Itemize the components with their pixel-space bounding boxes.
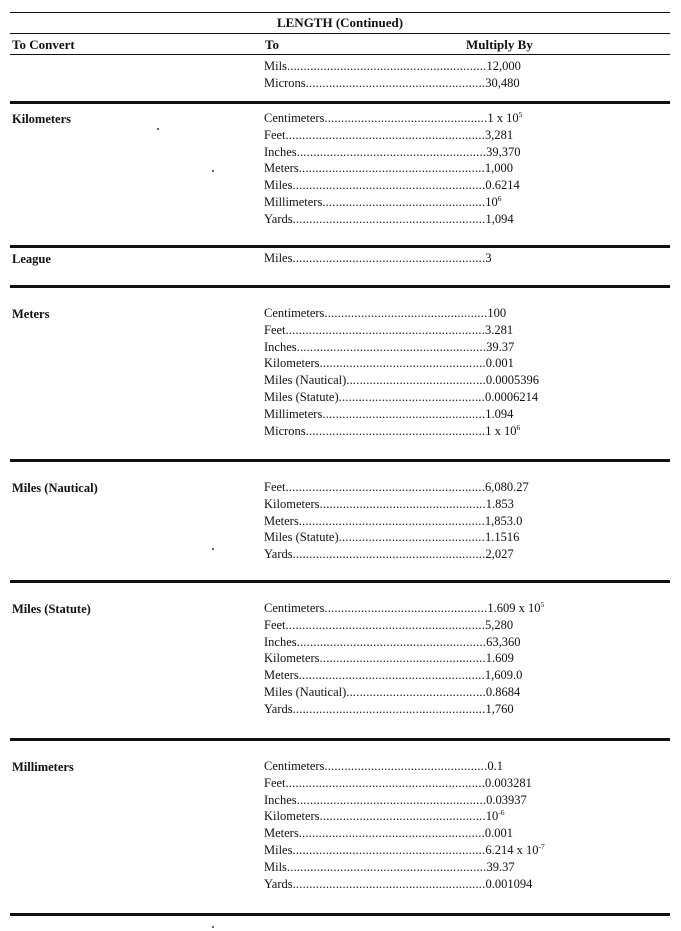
section-label: Millimeters xyxy=(12,760,74,774)
factor-value: 10 xyxy=(485,194,498,209)
conversion-row xyxy=(264,479,529,496)
row-list xyxy=(264,600,544,718)
conversion-row xyxy=(264,322,539,339)
factor-value: 0.001 xyxy=(485,356,514,371)
factor-value: 30,480 xyxy=(485,75,520,90)
factor-value: 1,853.0 xyxy=(484,513,523,528)
scan-speck xyxy=(212,548,214,550)
unit-label: Centimeters xyxy=(264,759,325,773)
conversion-row xyxy=(264,127,522,144)
dot-leader: ............................................................ xyxy=(285,480,486,494)
unit-label: Mils xyxy=(264,859,287,874)
dot-leader: .......................................................... xyxy=(292,876,486,891)
unit-label: Kilometers xyxy=(264,496,320,511)
conversion-row xyxy=(264,423,539,440)
dot-leader: ................................................. xyxy=(324,601,488,615)
unit-label: Miles (Statute) xyxy=(264,530,339,545)
dot-leader: ............................................................ xyxy=(285,127,486,142)
conversion-row xyxy=(264,110,522,127)
dot-leader: ............................................................ xyxy=(285,322,486,337)
row-list xyxy=(264,110,522,228)
dot-leader: ........................................................ xyxy=(298,668,485,683)
dot-leader: ................................................. xyxy=(324,306,488,320)
dot-leader: ........................................................ xyxy=(298,161,485,176)
dot-leader: ......................................................... xyxy=(296,339,487,354)
factor-value: 0.001 xyxy=(484,826,514,841)
conversion-row xyxy=(264,372,539,389)
unit-label: Inches xyxy=(264,792,297,807)
factor-value: 39.37 xyxy=(486,339,515,354)
unit-label: Feet xyxy=(264,127,286,142)
dot-leader: ......................................................... xyxy=(296,792,487,807)
unit-label: Centimeters xyxy=(264,601,325,615)
dot-leader: ...................................................... xyxy=(305,423,486,438)
factor-value: 2,027 xyxy=(485,547,514,562)
dot-leader: .......................................................... xyxy=(292,178,486,193)
section-divider xyxy=(10,913,670,916)
conversion-row xyxy=(264,339,539,356)
factor-value: 0.1 xyxy=(487,759,503,773)
exponent: -6 xyxy=(498,808,505,818)
conversion-row xyxy=(264,144,522,161)
unit-label: Meters xyxy=(264,161,299,176)
unit-label: Millimeters xyxy=(264,406,323,421)
dot-leader: .................................................. xyxy=(319,651,486,666)
conversion-row xyxy=(264,58,521,75)
conversion-row xyxy=(264,876,545,893)
conversion-row xyxy=(264,775,545,792)
conversion-row xyxy=(264,160,522,177)
conversion-row xyxy=(264,600,544,617)
section-divider xyxy=(10,285,670,288)
conversion-row xyxy=(264,194,522,211)
conversion-row xyxy=(264,389,539,406)
unit-label: Centimeters xyxy=(264,306,325,320)
dot-leader: ........................................................ xyxy=(298,513,485,528)
unit-label: Inches xyxy=(264,339,297,354)
conversion-row xyxy=(264,825,545,842)
factor-value: 1,760 xyxy=(485,701,514,716)
conversion-row xyxy=(264,305,539,322)
unit-label: Mils xyxy=(264,59,287,73)
unit-label: Miles (Statute) xyxy=(264,389,339,404)
section-label: Kilometers xyxy=(12,112,72,126)
unit-label: Miles (Nautical) xyxy=(264,373,347,388)
row-list xyxy=(264,305,539,439)
dot-leader: ................................................. xyxy=(324,759,488,773)
row-list xyxy=(264,479,529,563)
unit-label: Millimeters xyxy=(264,194,323,209)
conversion-row xyxy=(264,355,539,372)
conversion-row xyxy=(264,406,539,423)
factor-value: 1.1516 xyxy=(484,530,520,545)
unit-label: Microns xyxy=(264,75,306,90)
dot-leader: ............................................................ xyxy=(285,617,486,632)
top-rule xyxy=(10,12,670,13)
conversion-row xyxy=(264,842,545,859)
exponent: 6 xyxy=(516,422,521,432)
dot-leader: .......................................................... xyxy=(292,547,486,562)
scan-speck xyxy=(157,128,159,130)
dot-leader: .......................................................... xyxy=(292,251,486,265)
factor-value: 3 xyxy=(485,251,492,265)
factor-value: 1.609 x 10 xyxy=(487,601,541,615)
dot-leader: ............................................................ xyxy=(285,775,486,790)
conversion-row xyxy=(264,667,544,684)
factor-value: 0.003281 xyxy=(485,775,532,790)
conversion-row xyxy=(264,177,522,194)
scan-speck xyxy=(212,170,214,172)
section-divider xyxy=(10,738,670,741)
conversion-row xyxy=(264,859,545,876)
factor-value: 1,000 xyxy=(484,161,514,176)
factor-value: 1 x 10 xyxy=(487,111,519,125)
unit-label: Feet xyxy=(264,775,286,790)
conversion-row xyxy=(264,650,544,667)
conversion-row xyxy=(264,529,529,546)
conversion-row xyxy=(264,75,521,92)
factor-value: 0.03937 xyxy=(486,792,527,807)
conversion-row xyxy=(264,684,544,701)
unit-label: Miles xyxy=(264,178,293,193)
factor-value: 0.8684 xyxy=(485,684,521,699)
dot-leader: ........................................................ xyxy=(298,826,485,841)
factor-value: 39.37 xyxy=(486,859,515,874)
factor-value: 12,000 xyxy=(486,59,521,73)
unit-label: Feet xyxy=(264,480,286,494)
dot-leader: .......................................... xyxy=(346,373,486,388)
section-divider xyxy=(10,245,670,248)
unit-label: Miles xyxy=(264,251,293,265)
dot-leader: ............................................ xyxy=(338,530,485,545)
conversion-row xyxy=(264,617,544,634)
unit-label: Inches xyxy=(264,144,297,159)
unit-label: Miles (Nautical) xyxy=(264,684,347,699)
row-list xyxy=(264,58,521,92)
section-label: League xyxy=(12,252,51,266)
factor-value: 0.0006214 xyxy=(484,389,539,404)
factor-value: 3.281 xyxy=(485,322,514,337)
factor-value: 63,360 xyxy=(486,634,521,649)
section-divider xyxy=(10,101,670,104)
header-to-convert: To Convert xyxy=(12,37,75,52)
factor-value: 1.094 xyxy=(485,406,514,421)
unit-label: Kilometers xyxy=(264,651,320,666)
scan-speck xyxy=(212,926,214,928)
exponent: 6 xyxy=(497,193,502,203)
dot-leader: ............................................................ xyxy=(286,59,487,73)
exponent: 5 xyxy=(540,599,545,609)
section-label: Meters xyxy=(12,307,50,321)
section-divider xyxy=(10,459,670,462)
unit-label: Feet xyxy=(264,322,286,337)
unit-label: Meters xyxy=(264,826,299,841)
factor-value: 6,080.27 xyxy=(485,480,529,494)
factor-value: 0.6214 xyxy=(485,178,520,193)
row-list xyxy=(264,250,492,267)
dot-leader: .................................................. xyxy=(319,809,486,824)
dot-leader: .......................................................... xyxy=(292,701,486,716)
factor-value: 39,370 xyxy=(486,144,521,159)
conversion-row xyxy=(264,513,529,530)
conversion-row xyxy=(264,546,529,563)
unit-label: Yards xyxy=(264,701,293,716)
factor-value: 0.001094 xyxy=(485,876,533,891)
unit-label: Inches xyxy=(264,634,297,649)
factor-value: 1 x 10 xyxy=(485,423,517,438)
unit-label: Feet xyxy=(264,617,286,632)
header-rule xyxy=(10,54,670,55)
unit-label: Yards xyxy=(264,876,293,891)
dot-leader: .......................................................... xyxy=(292,211,486,226)
section-label: Miles (Nautical) xyxy=(12,481,98,495)
factor-value: 100 xyxy=(487,306,507,320)
factor-value: 1,609.0 xyxy=(484,668,523,683)
dot-leader: ................................................. xyxy=(322,406,486,421)
dot-leader: ......................................................... xyxy=(296,634,487,649)
factor-value: 3,281 xyxy=(485,127,514,142)
dot-leader: ......................................................... xyxy=(296,144,487,159)
row-list xyxy=(264,758,545,892)
unit-label: Kilometers xyxy=(264,356,320,371)
conversion-row xyxy=(264,701,544,718)
factor-value: 1.609 xyxy=(485,651,514,666)
factor-value: 1.853 xyxy=(485,496,514,511)
dot-leader: ............................................................ xyxy=(286,859,487,874)
header-to: To xyxy=(265,37,279,52)
dot-leader: ................................................. xyxy=(324,111,488,125)
conversion-row xyxy=(264,758,545,775)
factor-value: 5,280 xyxy=(485,617,514,632)
dot-leader: .................................................. xyxy=(319,496,486,511)
factor-value: 6.214 x 10 xyxy=(485,842,539,857)
unit-label: Yards xyxy=(264,547,293,562)
dot-leader: ...................................................... xyxy=(305,75,486,90)
factor-value: 0.0005396 xyxy=(485,373,540,388)
dot-leader: .......................................... xyxy=(346,684,486,699)
dot-leader: .................................................. xyxy=(319,356,486,371)
section-divider xyxy=(10,580,670,583)
dot-leader: ................................................. xyxy=(322,194,486,209)
dot-leader: .......................................................... xyxy=(292,842,486,857)
exponent: -7 xyxy=(538,841,545,851)
table-title: LENGTH (Continued) xyxy=(276,15,404,30)
factor-value: 1,094 xyxy=(485,211,514,226)
conversion-row xyxy=(264,792,545,809)
dot-leader: ............................................ xyxy=(338,389,485,404)
unit-label: Kilometers xyxy=(264,809,320,824)
unit-label: Centimeters xyxy=(264,111,325,125)
header-multiply-by: Multiply By xyxy=(466,37,533,52)
conversion-row xyxy=(264,634,544,651)
unit-label: Meters xyxy=(264,668,299,683)
unit-label: Miles xyxy=(264,842,293,857)
conversion-row xyxy=(264,808,545,825)
conversion-row xyxy=(264,211,522,228)
unit-label: Meters xyxy=(264,513,299,528)
title-rule xyxy=(10,33,670,34)
conversion-row xyxy=(264,496,529,513)
unit-label: Yards xyxy=(264,211,293,226)
section-label: Miles (Statute) xyxy=(12,602,91,616)
unit-label: Microns xyxy=(264,423,306,438)
exponent: 5 xyxy=(518,109,523,119)
factor-value: 10 xyxy=(485,809,499,824)
conversion-row xyxy=(264,250,492,267)
